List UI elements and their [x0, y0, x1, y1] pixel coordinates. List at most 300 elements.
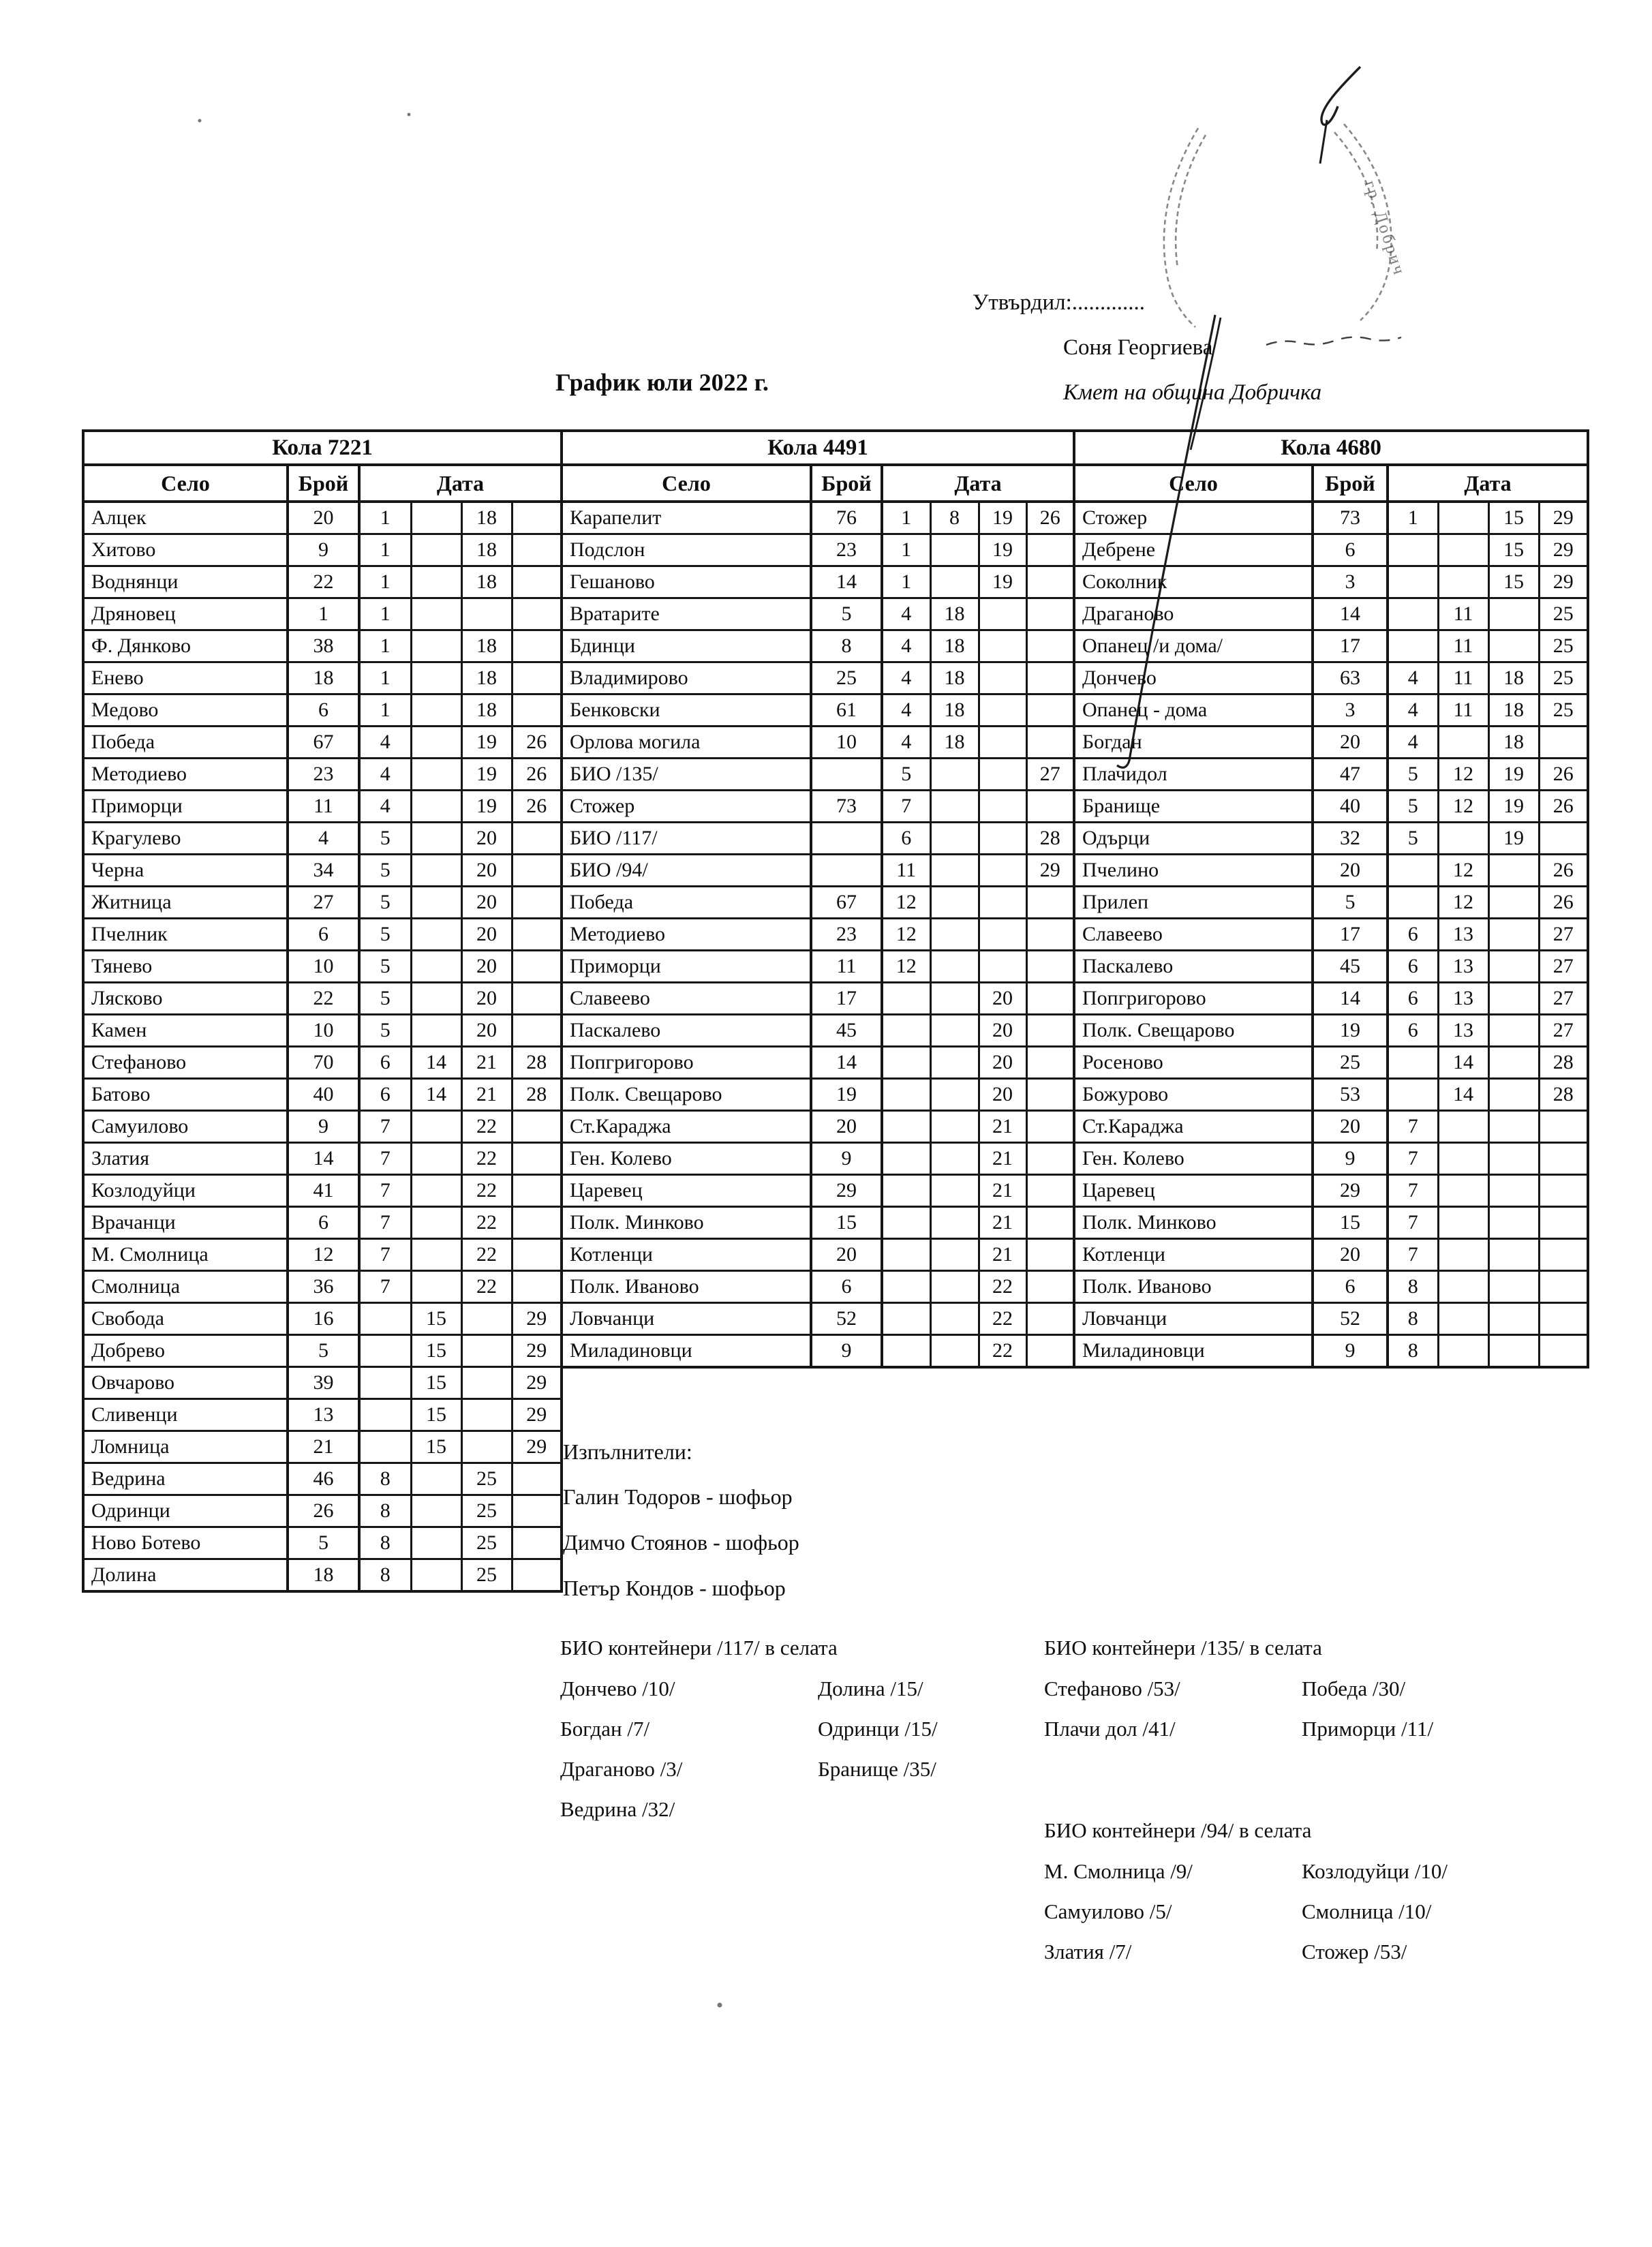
date-cell	[1539, 1143, 1588, 1175]
bio-village-right: Долина /15/	[818, 1677, 923, 1700]
bio-village-right: Приморци /11/	[1302, 1717, 1434, 1741]
bio-block-117	[560, 1636, 938, 1837]
bio-block-94	[1044, 1818, 1448, 1980]
date-cell	[1488, 983, 1539, 1015]
date-cell	[512, 1559, 562, 1592]
count-cell: 9	[288, 534, 359, 566]
date-cell	[930, 1047, 979, 1079]
date-cell	[1488, 1271, 1539, 1303]
schedule-table-7221	[82, 429, 560, 1593]
village-cell: Черна	[83, 855, 288, 887]
village-cell: Тянево	[83, 951, 288, 983]
table-row	[1074, 1111, 1588, 1143]
village-cell: Крагулево	[83, 823, 288, 855]
date-cell: 27	[1539, 919, 1588, 951]
date-cell	[1539, 1303, 1588, 1335]
date-cell	[1388, 566, 1438, 598]
table-row	[83, 1015, 562, 1047]
village-cell: Пчелино	[1074, 855, 1313, 887]
bio-block-135	[1044, 1636, 1433, 1757]
date-cell: 13	[1438, 951, 1488, 983]
table-row	[83, 951, 562, 983]
date-cell	[979, 919, 1026, 951]
village-cell: Царевец	[1074, 1175, 1313, 1207]
date-cell: 20	[979, 1047, 1026, 1079]
date-cell: 8	[359, 1559, 411, 1592]
table-row	[83, 823, 562, 855]
count-cell: 6	[1313, 534, 1388, 566]
date-cell	[930, 1143, 979, 1175]
date-cell: 1	[359, 694, 411, 727]
date-cell	[1539, 1335, 1588, 1368]
count-cell: 14	[1313, 598, 1388, 630]
count-cell	[811, 855, 882, 887]
bio-village-left: Стефаново /53/	[1044, 1677, 1180, 1700]
date-cell: 18	[461, 534, 512, 566]
date-cell	[979, 855, 1026, 887]
date-cell: 29	[1539, 534, 1588, 566]
village-cell: Стефаново	[83, 1047, 288, 1079]
date-cell: 18	[461, 662, 512, 694]
date-cell: 8	[359, 1495, 411, 1527]
table-row	[1074, 1239, 1588, 1271]
date-cell	[1388, 534, 1438, 566]
count-cell: 4	[288, 823, 359, 855]
date-cell: 26	[1539, 791, 1588, 823]
date-cell: 12	[1438, 855, 1488, 887]
village-cell: Камен	[83, 1015, 288, 1047]
count-cell: 18	[288, 662, 359, 694]
date-cell	[882, 1207, 930, 1239]
table-row	[1074, 983, 1588, 1015]
village-cell: Дряновец	[83, 598, 288, 630]
date-cell: 5	[1388, 791, 1438, 823]
date-cell: 29	[1026, 855, 1074, 887]
count-cell: 39	[288, 1367, 359, 1399]
count-column-header: Брой	[1313, 465, 1388, 502]
table-row	[562, 694, 1074, 727]
date-cell: 29	[512, 1303, 562, 1335]
date-cell	[1026, 1207, 1074, 1239]
date-cell: 21	[979, 1111, 1026, 1143]
count-cell: 52	[811, 1303, 882, 1335]
date-cell	[882, 1047, 930, 1079]
date-cell: 19	[979, 502, 1026, 534]
date-cell: 26	[512, 727, 562, 759]
date-cell: 1	[359, 502, 411, 534]
date-cell: 26	[1539, 759, 1588, 791]
date-cell: 29	[1539, 502, 1588, 534]
date-cell: 21	[979, 1143, 1026, 1175]
village-cell: Полк. Минково	[562, 1207, 811, 1239]
table-row	[1074, 1303, 1588, 1335]
table-row	[562, 855, 1074, 887]
date-cell	[1488, 1015, 1539, 1047]
date-cell	[882, 983, 930, 1015]
village-column-header: Село	[83, 465, 288, 502]
table-row	[562, 662, 1074, 694]
count-cell: 9	[288, 1111, 359, 1143]
bio-heading: БИО контейнери /117/ в селата	[560, 1636, 838, 1660]
date-cell	[1026, 1239, 1074, 1271]
table-row	[1074, 694, 1588, 727]
date-cell: 14	[411, 1079, 461, 1111]
date-cell: 21	[979, 1175, 1026, 1207]
date-cell: 15	[411, 1399, 461, 1431]
date-cell: 7	[359, 1143, 411, 1175]
village-cell: Дончево	[1074, 662, 1313, 694]
date-cell	[930, 983, 979, 1015]
date-cell: 12	[882, 919, 930, 951]
village-cell: Медово	[83, 694, 288, 727]
date-cell: 11	[1438, 598, 1488, 630]
table-row	[83, 1079, 562, 1111]
date-cell: 22	[979, 1335, 1026, 1368]
car-title: Кола 4680	[1074, 431, 1588, 465]
count-cell: 12	[288, 1239, 359, 1271]
village-cell: Ловчанци	[1074, 1303, 1313, 1335]
date-cell	[1026, 919, 1074, 951]
date-cell	[512, 823, 562, 855]
count-cell: 20	[1313, 727, 1388, 759]
date-cell: 19	[1488, 823, 1539, 855]
table-row	[83, 1143, 562, 1175]
table-row	[1074, 630, 1588, 662]
count-cell: 19	[811, 1079, 882, 1111]
date-cell: 7	[1388, 1239, 1438, 1271]
date-cell: 12	[882, 951, 930, 983]
date-cell	[979, 887, 1026, 919]
date-cell	[979, 823, 1026, 855]
date-cell: 20	[461, 983, 512, 1015]
bio-village-left: Самуилово /5/	[1044, 1899, 1172, 1923]
count-cell: 40	[1313, 791, 1388, 823]
date-cell	[930, 1079, 979, 1111]
village-cell: Богдан	[1074, 727, 1313, 759]
table-row	[562, 630, 1074, 662]
date-cell	[1488, 1143, 1539, 1175]
date-cell: 5	[359, 951, 411, 983]
village-cell: Царевец	[562, 1175, 811, 1207]
count-cell: 32	[1313, 823, 1388, 855]
date-cell	[1488, 1207, 1539, 1239]
count-cell: 45	[1313, 951, 1388, 983]
table-row	[83, 566, 562, 598]
date-cell: 6	[1388, 1015, 1438, 1047]
date-cell: 5	[882, 759, 930, 791]
table-row	[1074, 887, 1588, 919]
date-cell	[411, 662, 461, 694]
count-cell: 29	[1313, 1175, 1388, 1207]
table-row	[83, 1175, 562, 1207]
date-cell	[1488, 887, 1539, 919]
date-cell: 25	[461, 1495, 512, 1527]
village-cell: Вратарите	[562, 598, 811, 630]
date-cell	[411, 1175, 461, 1207]
date-cell: 28	[1539, 1079, 1588, 1111]
date-cell: 18	[930, 630, 979, 662]
count-cell: 10	[288, 951, 359, 983]
date-cell: 7	[359, 1239, 411, 1271]
date-cell	[979, 727, 1026, 759]
approval-name: Соня Георгиева	[1063, 335, 1213, 360]
village-cell: Славеево	[1074, 919, 1313, 951]
date-cell	[882, 1271, 930, 1303]
bio-village-left: Златия /7/	[1044, 1940, 1132, 1963]
table-row	[562, 791, 1074, 823]
table-row	[1074, 1047, 1588, 1079]
count-cell: 20	[1313, 1239, 1388, 1271]
date-cell	[979, 694, 1026, 727]
village-cell: Полк. Свещарово	[562, 1079, 811, 1111]
date-cell: 29	[512, 1335, 562, 1367]
date-cell: 20	[461, 823, 512, 855]
village-cell: Приморци	[562, 951, 811, 983]
village-cell: Славеево	[562, 983, 811, 1015]
date-cell: 25	[1539, 598, 1588, 630]
village-cell: Долина	[83, 1559, 288, 1592]
date-cell	[512, 1495, 562, 1527]
date-cell: 27	[1539, 983, 1588, 1015]
date-cell: 5	[359, 855, 411, 887]
table-row	[83, 1047, 562, 1079]
date-cell: 4	[1388, 727, 1438, 759]
date-cell	[461, 598, 512, 630]
date-column-header: Дата	[1388, 465, 1588, 502]
date-cell	[512, 1239, 562, 1271]
date-cell: 25	[1539, 630, 1588, 662]
date-cell: 7	[1388, 1111, 1438, 1143]
village-cell: Ведрина	[83, 1463, 288, 1495]
table-row	[1074, 1335, 1588, 1368]
date-cell: 4	[882, 694, 930, 727]
village-cell: Свобода	[83, 1303, 288, 1335]
table-row	[83, 1239, 562, 1271]
village-cell: Ст.Караджа	[1074, 1111, 1313, 1143]
date-cell: 20	[979, 1079, 1026, 1111]
date-cell: 20	[461, 951, 512, 983]
village-column-header: Село	[562, 465, 811, 502]
bio-village-right: Стожер /53/	[1302, 1940, 1407, 1963]
date-cell	[1438, 1271, 1488, 1303]
date-cell: 8	[930, 502, 979, 534]
date-cell: 1	[882, 534, 930, 566]
car-title: Кола 7221	[83, 431, 562, 465]
table-row	[562, 759, 1074, 791]
date-cell: 12	[1438, 791, 1488, 823]
count-cell: 29	[811, 1175, 882, 1207]
count-cell: 15	[1313, 1207, 1388, 1239]
count-cell: 17	[1313, 919, 1388, 951]
date-cell	[1388, 1079, 1438, 1111]
table-row	[83, 662, 562, 694]
village-cell: Гешаново	[562, 566, 811, 598]
bio-village-left: М. Смолница /9/	[1044, 1859, 1193, 1883]
bio-row	[560, 1757, 938, 1797]
date-cell: 19	[979, 566, 1026, 598]
date-cell: 22	[461, 1239, 512, 1271]
date-cell: 8	[1388, 1303, 1438, 1335]
date-cell	[1026, 791, 1074, 823]
date-cell	[1388, 598, 1438, 630]
date-cell	[1026, 534, 1074, 566]
date-cell	[1026, 1303, 1074, 1335]
table-row	[83, 598, 562, 630]
count-cell: 52	[1313, 1303, 1388, 1335]
village-cell: Златия	[83, 1143, 288, 1175]
approval-title: Кмет на община Добричка	[1063, 380, 1322, 405]
table-row	[1074, 759, 1588, 791]
date-cell: 7	[1388, 1143, 1438, 1175]
date-cell	[979, 759, 1026, 791]
date-cell	[1488, 919, 1539, 951]
date-cell	[411, 1495, 461, 1527]
date-cell	[930, 1175, 979, 1207]
table-row	[562, 823, 1074, 855]
date-cell: 18	[461, 502, 512, 534]
date-cell: 28	[1026, 823, 1074, 855]
date-cell: 15	[411, 1303, 461, 1335]
schedule-table-4491	[560, 429, 1073, 1369]
date-cell	[359, 1335, 411, 1367]
date-cell	[512, 662, 562, 694]
date-cell	[1488, 1239, 1539, 1271]
date-cell: 21	[461, 1079, 512, 1111]
table-row	[83, 887, 562, 919]
village-cell: БИО /117/	[562, 823, 811, 855]
date-cell	[1488, 1079, 1539, 1111]
date-cell: 20	[461, 1015, 512, 1047]
table-row	[562, 1239, 1074, 1271]
village-cell: Ново Ботево	[83, 1527, 288, 1559]
village-cell: Котленци	[1074, 1239, 1313, 1271]
count-cell: 5	[1313, 887, 1388, 919]
approval-label: Утвърдил:.............	[973, 290, 1146, 315]
date-cell	[411, 598, 461, 630]
date-cell	[359, 1431, 411, 1463]
table-row	[83, 1271, 562, 1303]
count-cell: 9	[811, 1335, 882, 1368]
date-cell: 22	[461, 1175, 512, 1207]
bio-village-right: Смолница /10/	[1302, 1899, 1432, 1923]
date-cell: 21	[979, 1207, 1026, 1239]
date-cell	[512, 887, 562, 919]
date-cell: 14	[411, 1047, 461, 1079]
date-cell: 7	[359, 1175, 411, 1207]
bio-village-left: Богдан /7/	[560, 1717, 650, 1741]
date-cell: 6	[882, 823, 930, 855]
table-row	[83, 1111, 562, 1143]
date-cell: 5	[359, 919, 411, 951]
count-cell: 16	[288, 1303, 359, 1335]
date-cell	[1539, 1175, 1588, 1207]
date-cell	[882, 1111, 930, 1143]
table-row	[83, 694, 562, 727]
date-cell	[930, 855, 979, 887]
table-row	[83, 1431, 562, 1463]
date-cell	[1026, 727, 1074, 759]
date-cell	[1539, 1111, 1588, 1143]
date-cell	[359, 1303, 411, 1335]
count-cell: 10	[811, 727, 882, 759]
date-cell	[1026, 598, 1074, 630]
table-row	[83, 534, 562, 566]
date-cell: 11	[1438, 694, 1488, 727]
village-cell: Плачидол	[1074, 759, 1313, 791]
date-cell: 13	[1438, 1015, 1488, 1047]
village-cell: Стожер	[1074, 502, 1313, 534]
date-cell	[411, 1207, 461, 1239]
date-cell	[1026, 1143, 1074, 1175]
date-cell	[512, 983, 562, 1015]
village-cell: Самуилово	[83, 1111, 288, 1143]
date-cell: 1	[882, 502, 930, 534]
date-cell	[411, 1271, 461, 1303]
count-cell: 9	[811, 1143, 882, 1175]
village-cell: Ф. Дянково	[83, 630, 288, 662]
table-row	[1074, 919, 1588, 951]
table-row	[562, 598, 1074, 630]
date-cell	[512, 855, 562, 887]
bio-village-right: Бранище /35/	[818, 1757, 936, 1781]
village-cell: Бенковски	[562, 694, 811, 727]
village-cell: Паскалево	[562, 1015, 811, 1047]
date-cell: 18	[461, 694, 512, 727]
date-cell: 5	[1388, 823, 1438, 855]
table-row	[83, 502, 562, 534]
count-cell: 23	[811, 534, 882, 566]
date-cell: 20	[979, 1015, 1026, 1047]
count-cell: 34	[288, 855, 359, 887]
table-row	[1074, 823, 1588, 855]
date-cell	[1488, 951, 1539, 983]
count-cell: 19	[1313, 1015, 1388, 1047]
village-cell: Карапелит	[562, 502, 811, 534]
count-cell	[811, 823, 882, 855]
date-cell	[1438, 1335, 1488, 1368]
date-cell: 11	[1438, 630, 1488, 662]
date-cell	[512, 630, 562, 662]
date-cell	[930, 1303, 979, 1335]
village-cell: Методиево	[83, 759, 288, 791]
date-cell: 27	[1539, 1015, 1588, 1047]
date-cell	[512, 919, 562, 951]
date-cell	[411, 1015, 461, 1047]
date-cell	[882, 1239, 930, 1271]
count-cell: 20	[1313, 1111, 1388, 1143]
count-cell: 67	[811, 887, 882, 919]
count-cell: 6	[288, 694, 359, 727]
date-cell	[882, 1143, 930, 1175]
village-cell: Полк. Минково	[1074, 1207, 1313, 1239]
table-row	[562, 1175, 1074, 1207]
village-cell: Миладиновци	[562, 1335, 811, 1368]
date-cell	[979, 598, 1026, 630]
date-cell: 7	[1388, 1175, 1438, 1207]
schedule-table-4680	[1073, 429, 1587, 1369]
date-cell	[1026, 1271, 1074, 1303]
village-cell: Прилеп	[1074, 887, 1313, 919]
date-cell: 18	[1488, 662, 1539, 694]
date-cell: 1	[359, 566, 411, 598]
executors-heading: Изпълнители:	[563, 1439, 692, 1464]
date-cell	[930, 566, 979, 598]
date-cell	[1438, 1175, 1488, 1207]
village-cell: Победа	[83, 727, 288, 759]
date-cell: 26	[512, 791, 562, 823]
table-row	[562, 1303, 1074, 1335]
bio-village-left: Ведрина /32/	[560, 1797, 675, 1821]
